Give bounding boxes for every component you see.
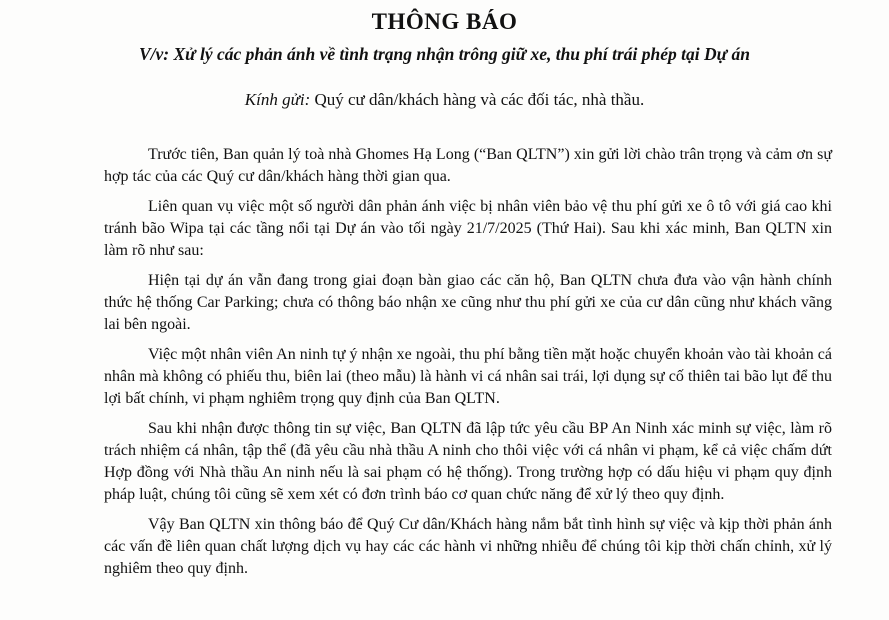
paragraph-intro: Trước tiên, Ban quản lý toà nhà Ghomes Hạ Long (“Ban QLTN”) xin gửi lời chào trân trọng và cảm ơn sự hợp tác của các Quý cư dân/khách hàng thời gian qua. [104,146,832,186]
greeting-line [0,90,889,110]
document-subject: V/v: Xử lý các phản ánh về tình trạng nhận trông giữ xe, thu phí trái phép tại Dự án [138,44,750,64]
paragraph-violation: Việc một nhân viên An ninh tự ý nhận xe ngoài, thu phí bằng tiền mặt hoặc chuyển khoản vào tài khoản cá nhân mà không có phiếu thu, biên lai (theo mẫu) là hành vi cá nhân sai trái, lợi dụng sự cố thiên tai bão lụt để thu lợi bất chính, vi phạm nghiêm trọng quy định của Ban QLTN. [104,345,832,408]
greeting-label: Kính gửi: [244,90,311,109]
document-body [104,144,832,588]
paragraph-incident: Liên quan vụ việc một số người dân phản ánh việc bị nhân viên bảo vệ thu phí gửi xe ô tô với giá cao khi tránh bão Wipa tại các tầng nổi tại Dự án vào tối ngày 21/7/2025 (Thứ Hai). Sau khi xác minh, Ban QLTN xin làm rõ như sau: [104,197,832,260]
document-title: THÔNG BÁO [371,9,518,34]
paragraph-status: Hiện tại dự án vẫn đang trong giai đoạn bàn giao các căn hộ, Ban QLTN chưa đưa vào vận hành chính thức hệ thống Car Parking; chưa có thông báo nhận xe cũng như thu phí gửi xe của cư dân cũng như khách vãng lai bên ngoài. [104,271,832,334]
paragraph-conclusion: Vậy Ban QLTN xin thông báo để Quý Cư dân/Khách hàng nắm bắt tình hình sự việc và kịp thời phản ánh các vấn đề liên quan chất lượng dịch vụ hay các các hành vi những nhiễu để chúng tôi kịp thời chấn chỉnh, xử lý nghiêm theo quy định. [104,516,832,578]
greeting-recipients: Quý cư dân/khách hàng và các đối tác, nhà thầu. [310,90,645,109]
paragraph-actions: Sau khi nhận được thông tin sự việc, Ban QLTN đã lập tức yêu cầu BP An Ninh xác minh sự việc, làm rõ trách nhiệm cá nhân, tập thể (đã yêu cầu nhà thầu A ninh cho thôi việc với cá nhân vi phạm, kể cả việc chấm dứt Hợp đồng với Nhà thầu An ninh nếu là sai phạm có hệ thống). Trong trường hợp có dấu hiệu vi phạm quy định pháp luật, chúng tôi cũng sẽ xem xét có đơn trình báo cơ quan chức năng để xử lý theo quy định. [104,419,832,504]
